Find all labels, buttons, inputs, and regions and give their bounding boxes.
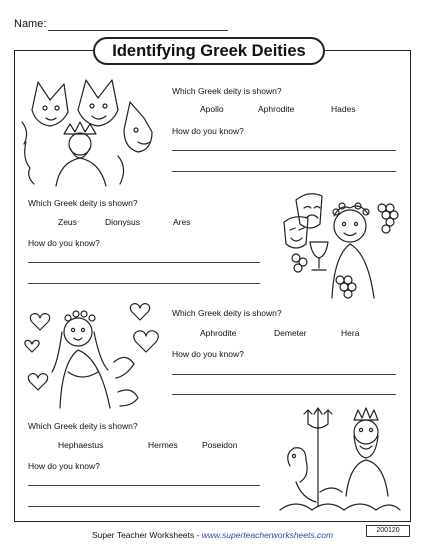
- question-3-prompt: Which Greek deity is shown?: [172, 308, 282, 318]
- question-2-followup: How do you know?: [28, 238, 100, 248]
- question-1-option-3: Hades: [331, 104, 356, 114]
- question-4-prompt: Which Greek deity is shown?: [28, 421, 138, 431]
- question-3-option-3: Hera: [341, 328, 360, 338]
- question-1-answer-line-2[interactable]: [172, 171, 396, 172]
- question-4-followup: How do you know?: [28, 461, 100, 471]
- question-3-answer-line-1[interactable]: [172, 374, 396, 375]
- question-1-prompt: Which Greek deity is shown?: [172, 86, 282, 96]
- question-3-answer-line-2[interactable]: [172, 394, 396, 395]
- question-1-followup: How do you know?: [172, 126, 244, 136]
- footer-brand: Super Teacher Worksheets -: [91, 530, 202, 540]
- page-title: Identifying Greek Deities: [93, 37, 325, 65]
- question-4-answer-line-2[interactable]: [28, 506, 260, 507]
- name-field[interactable]: [48, 30, 228, 31]
- question-3-option-2: Demeter: [274, 328, 307, 338]
- poseidon-trident-icon: [276, 406, 404, 516]
- question-2-option-1: Zeus: [58, 217, 77, 227]
- aphrodite-hearts-icon: [22, 302, 162, 412]
- question-4-option-1: Hephaestus: [58, 440, 104, 450]
- worksheet-code: 200120: [366, 525, 410, 537]
- hades-cerberus-icon: [20, 72, 160, 187]
- question-2-answer-line-2[interactable]: [28, 283, 260, 284]
- question-2-answer-line-1[interactable]: [28, 262, 260, 263]
- footer-credit: [0, 530, 425, 540]
- question-3-option-1: Aphrodite: [200, 328, 237, 338]
- question-4-answer-line-1[interactable]: [28, 485, 260, 486]
- question-4-option-2: Hermes: [148, 440, 178, 450]
- question-4-option-3: Poseidon: [202, 440, 238, 450]
- question-1-option-2: Aphrodite: [258, 104, 295, 114]
- question-2-option-3: Ares: [173, 217, 191, 227]
- question-3-followup: How do you know?: [172, 349, 244, 359]
- question-1-answer-line-1[interactable]: [172, 150, 396, 151]
- name-label: Name:: [14, 18, 47, 30]
- question-2-option-2: Dionysus: [105, 217, 140, 227]
- question-1-option-1: Apollo: [200, 104, 224, 114]
- dionysus-grapes-icon: [278, 186, 406, 302]
- question-2-prompt: Which Greek deity is shown?: [28, 198, 138, 208]
- footer-url-link[interactable]: www.superteacherworksheets.com: [201, 530, 334, 540]
